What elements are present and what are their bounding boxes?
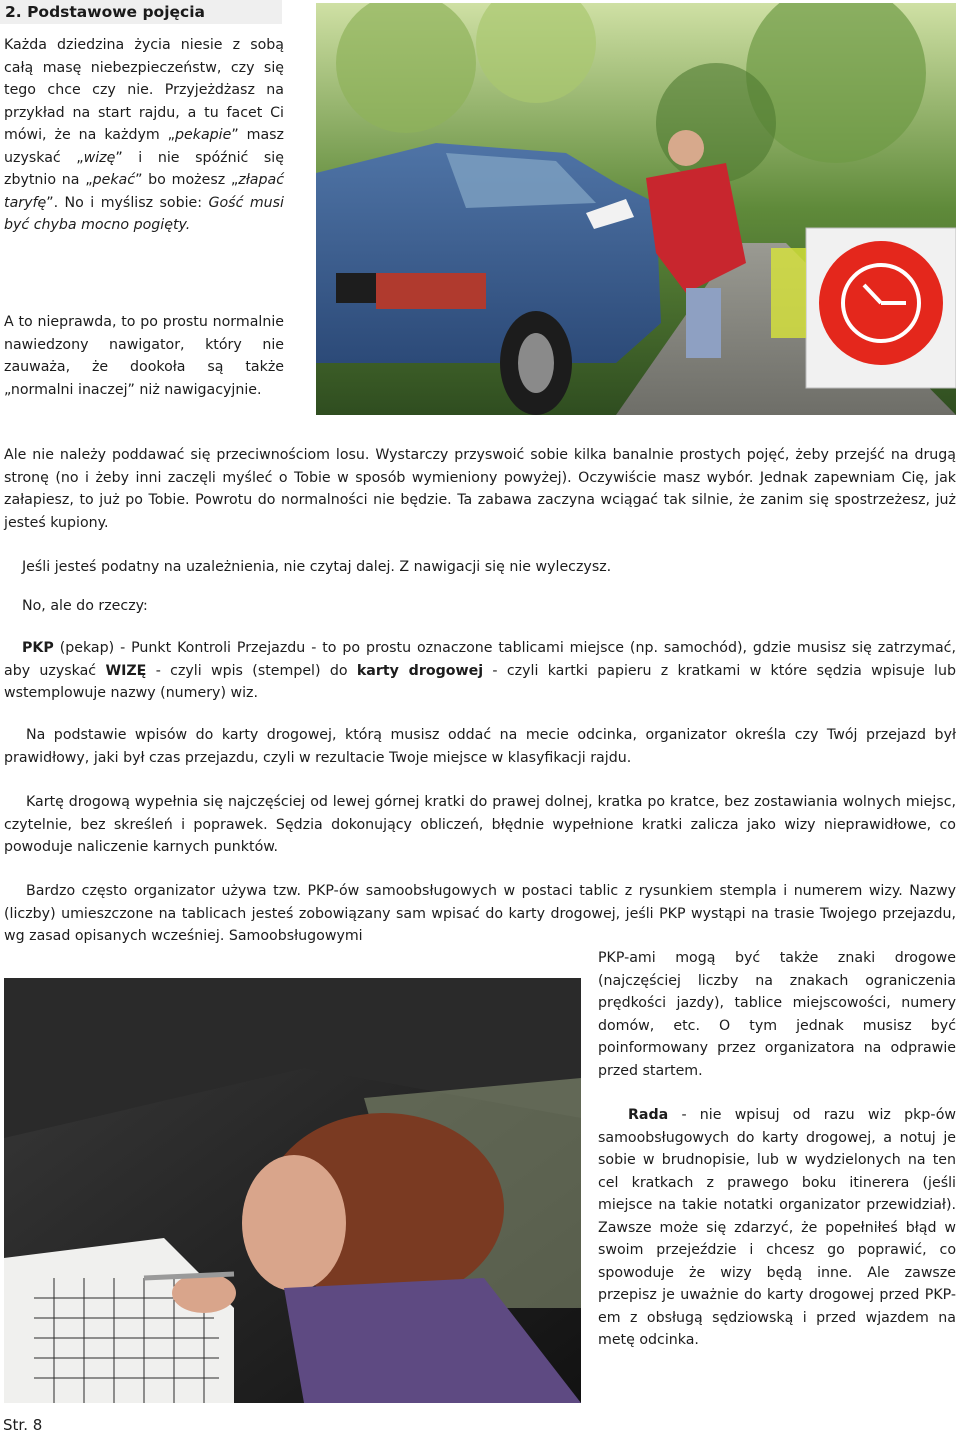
body-paragraph-8: Kartę drogową wypełnia się najczęściej od lewej górnej kratki do prawej dolnej, kratka po kratce, bez zostawiania wolnych miejsc, czytelnie, bez skreśleń i poprawek. Sędzia dokonujący obliczeń, błędnie wypełnione kratki zalicza jako wizy nieprawidłowe, co powoduje naliczenie karnych punktów. bbox=[4, 794, 956, 855]
body-paragraph-5: No, ale do rzeczy: bbox=[22, 598, 148, 614]
body-paragraph-9: Bardzo często organizator używa tzw. PKP-ów samoobsługowych w postaci tablic z rysunkiem stempla i numerem wizy. Nazwy (liczby) umieszczone na tablicach jesteś zobowiązany sam wpisać do karty drogowej, jeśli PKP wystąpi na trasie Twojego przejazdu, wg zasad opisanych wcześniej. Samoobsługowymi bbox=[4, 883, 956, 944]
photo-navigator bbox=[4, 978, 581, 1403]
body-paragraph-7: Na podstawie wpisów do karty drogowej, którą musisz oddać na mecie odcinka, organizator określa czy Twój przejazd był prawidłowy, jaki był czas przejazdu, czyli w rezultacie Twoje miejsce w klasyfikacji rajdu. bbox=[4, 727, 956, 766]
body-paragraph-9-cont: PKP-ami mogą być także znaki drogowe (najczęściej liczby na znakach ograniczenia prędkości jazdy), tablice miejscowości, numery domów, etc. O tym jednak musisz być poinformowany przez organizatora na odprawie przed startem. bbox=[598, 950, 956, 1079]
navigator-photo-illustration bbox=[4, 978, 581, 1403]
body-paragraph-3: Ale nie należy poddawać się przeciwnościom losu. Wystarczy przyswoić sobie kilka banalnie prostych pojęć, żeby przejść na drugą stronę (no i żeby inni zaczęli myśleć o Tobie w sposób wymieniony powyżej). Oczywiście masz wybór. Jednak zapewniam Cię, jak załapiesz, to już po Tobie. Powrotu do normalności nie będzie. Ta zabawa zaczyna wciągać tak silnie, że zanim się spostrzeżesz, już jesteś kupiony. bbox=[4, 447, 956, 531]
body-paragraph-6: PKP (pekap) - Punkt Kontroli Przejazdu - to po prostu oznaczone tablicami miejsce (np. samochód), gdzie musisz się zatrzymać, aby uzyskać WIZĘ - czyli wpis (stempel) do karty drogowej - czyli kartki papieru z kratkami w które sędzia wpisuje lub wstemplowuje nazwy (numery) wiz. bbox=[4, 640, 956, 701]
intro-paragraph-2: A to nieprawda, to po prostu normalnie nawiedzony nawigator, który nie zauważa, że dookoła są także „normalni inaczej” niż nawigacyjnie. bbox=[4, 314, 284, 398]
tip-paragraph: Rada - nie wpisuj od razu wiz pkp-ów samoobsługowych do karty drogowej, a notuj je sobie w brudnopisie, lub w wydzielonych na ten cel kratkach z prawego boku itinerera (jeśli miejsce na takie notatki organizator przewidział). Zawsze może się zdarzyć, że popełniłeś błąd w swoim przejeździe i chcesz go poprawić, co spowoduje że wizy będą inne. Ale zawsze przepisz je uważnie do karty drogowej przed PKP-em z obsługą sędziowską i przed wjazdem na metę odcinka. bbox=[598, 1107, 956, 1348]
body-paragraph-4: Jeśli jesteś podatny na uzależnienia, nie czytaj dalej. Z nawigacji się nie wyleczysz. bbox=[22, 559, 612, 575]
page-number: Str. 8 bbox=[3, 1416, 43, 1434]
section-heading: 2. Podstawowe pojęcia bbox=[0, 0, 282, 24]
photo-checkpoint bbox=[316, 3, 956, 415]
intro-paragraph-1: Każda dziedzina życia niesie z sobą całą masę niebezpieczeństw, czy się tego chce czy nie. Przyjeżdżasz na przykład na start rajdu, a tu facet Ci mówi, że na każdym „pekapie” masz uzyskać „wizę” i nie spóźnić się zbytnio na „pekać” bo możesz „złapać taryfę”. No i myślisz sobie: Gość musi być chyba mocno pogięty. bbox=[4, 37, 285, 233]
checkpoint-photo-illustration bbox=[316, 3, 956, 415]
